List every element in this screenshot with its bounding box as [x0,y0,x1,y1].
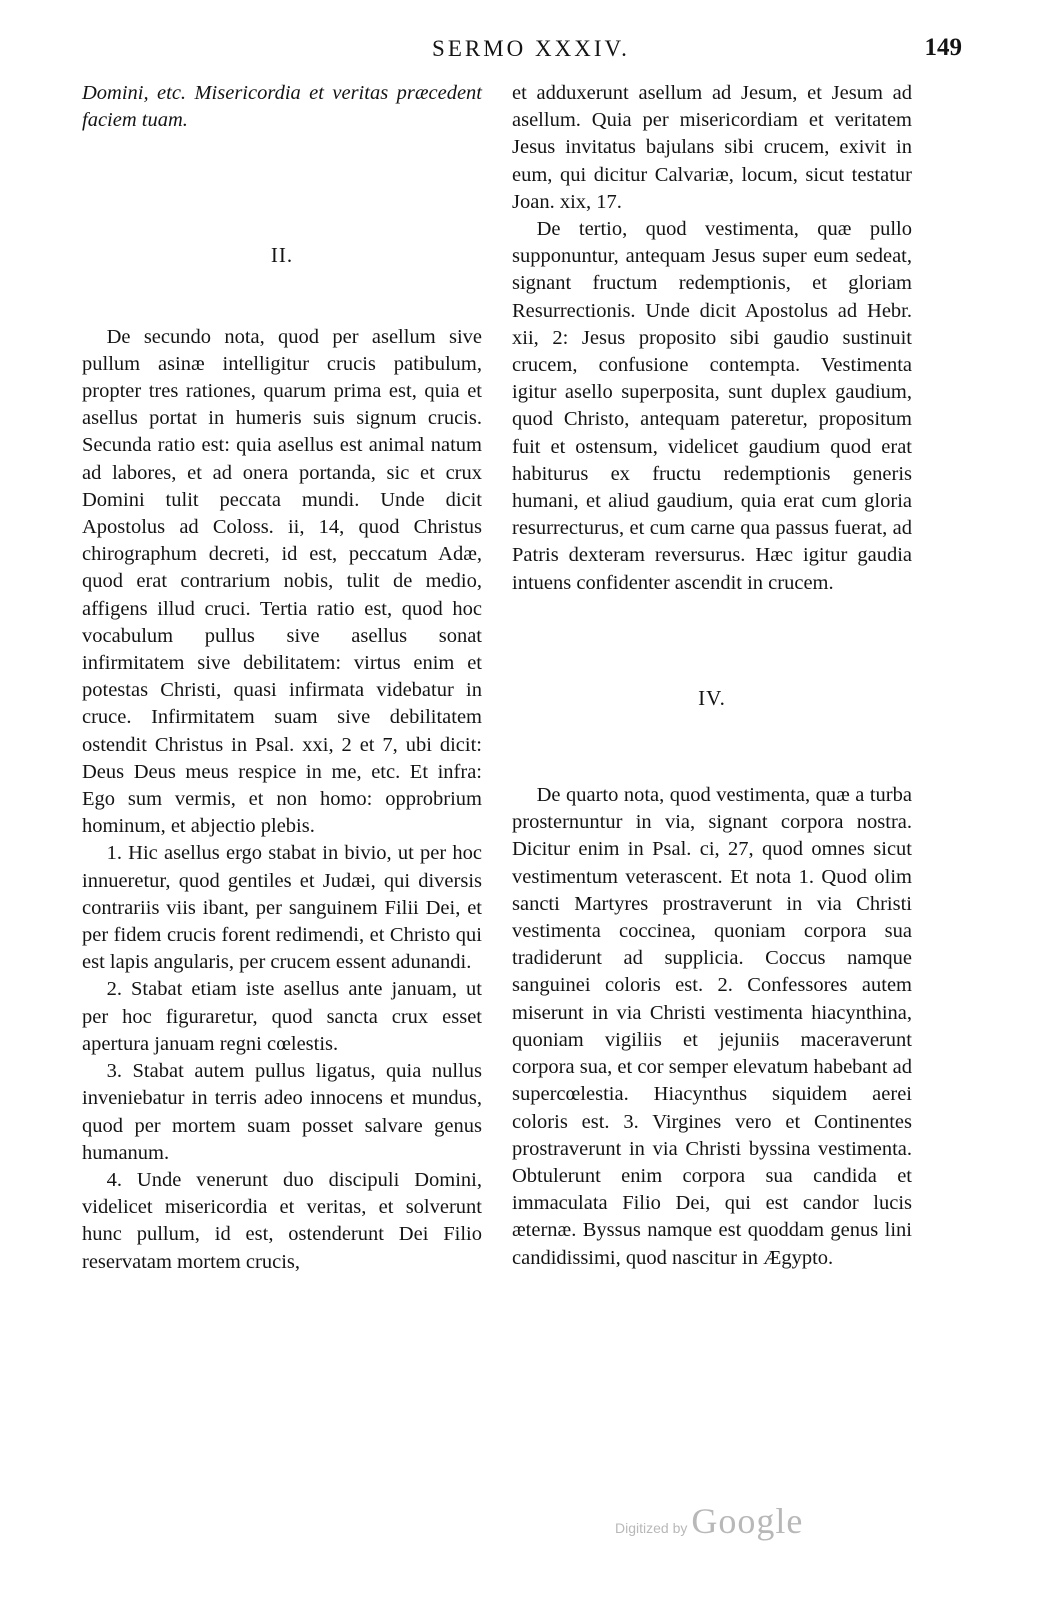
paragraph: De tertio, quod vestimenta, quæ pullo supponuntur, antequam Jesus super eum sedeat, signant fructum redemptionis, et gloriam Resurrectionis. Unde dicit Apostolus ad Hebr. xii, 2: Jesus proposito sibi gaudio sustinuit crucem, confusione contempta. Vestimenta igitur asello superposita, sunt duplex gaudium, quod Christo, antequam pateretur, propositum fuit et ostensum, videlicet gaudium quod erat habiturus ex fructu redemptionis generis humani, et aliud gaudium, quia erat cum gloria resurrecturus, et cum carne qua passus fuerat, ad Patris dexteram reversurus. Hæc igitur gaudia intuens confidenter ascendit in crucem. [512,218,912,594]
left-column [82,80,482,1276]
page-header [0,30,1062,70]
paragraph: et adduxerunt asellum ad Jesum, et Jesum ad asellum. Quia per misericordiam et veritatem Jesus invitatus bajulans sibi crucem, exivit in eum, qui dicitur Calvariæ, locum, sicut testatur Joan. xix, 17. [512,82,912,213]
paragraph: 2. Stabat etiam iste asellus ante januam, ut per hoc figuraretur, quod sancta crux esset apertura januam regni cœlestis. [82,978,482,1055]
google-watermark [615,1500,803,1542]
paragraph: De quarto nota, quod vestimenta, quæ a turba prosternuntur in via, signant corpora nostra. Dicitur enim in Psal. ci, 27, quod omnes sicut vestimentum veterascent. Et nota 1. Quod olim sancti Martyres prostraverunt in via Christi vestimenta coccinea, quoniam corpora sua tradiderunt ad supplicia. Coccus namque sanguinei coloris est. 2. Confessores autem miserunt in via Christi vestimenta hiacynthina, quoniam vigiliis et jejuniis maceraverunt corpora sua, et cor semper elevatum habebant ad supercœlestia. Hiacynthus siquidem aerei coloris est. 3. Virgines vero et Continentes prostraverunt in via Christi byssina vestimenta. Obtulerunt enim corpora sua candida et immaculata Filio Dei, qui est candor lucis æternæ. Byssus namque est quoddam genus lini candidissimi, quod nascitur in Ægypto. [512,784,912,1269]
watermark-brand-text: Google [691,1501,804,1541]
watermark-digitized-text: Digitized by [615,1520,688,1536]
section-heading-iv: IV. [698,685,726,710]
section-heading-ii: II. [270,243,294,268]
paragraph: De secundo nota, quod per asellum sive pullum asinæ intelligitur crucis patibulum, propter tres rationes, quarum prima est, quia et asellus portat in humeris suis signum crucis. Secunda ratio est: quia asellus est animal natum ad labores, et ad onera portanda, sic et crux Domini tulit peccata mundi. Unde dicit Apostolus ad Coloss. ii, 14, quod Christus chirographum decreti, id est, peccatum Adæ, quod erat contrarium nobis, tulit de medio, affigens illud cruci. Tertia ratio est, quod hoc vocabulum pullus sive asellus sonat infirmitatem sive debilitatem: virtus enim et potestas Christi, quasi infirmata videbatur in cruce. Infirmitatem suam sive debilitatem ostendit Christus in Psal. xxi, 2 et 7, ubi dicit: Deus Deus meus respice in me, etc. Et infra: Ego sum vermis, et non homo: opprobrium hominum, et abjectio plebis. [82,325,482,838]
paragraph: 4. Unde venerunt duo discipuli Domini, videlicet misericordia et veritas, et solverunt hunc pullum, id est, ostenderunt Dei Filio reservatam mortem crucis, [82,1168,482,1273]
paragraph: 1. Hic asellus ergo stabat in bivio, ut per hoc innueretur, quod gentiles et Judæi, qui diversis contrariis viis ibant, per sanguinem Filii Dei, et per fidem crucis forent redimendi, et Christo qui est lapis angularis, per crucem essent adunandi. [82,842,482,974]
page-number: 149 [924,34,962,61]
paragraph: 3. Stabat autem pullus ligatus, quia nullus inveniebatur in terris adeo innocens et mundus, quod per mortem suam posset salvare genus humanum. [82,1060,482,1164]
left-top-text: Domini, etc. Misericordia et veritas præcedent faciem tuam. [82,82,482,132]
right-column [512,80,912,1272]
running-title: SERMO XXXIV. [432,36,630,61]
